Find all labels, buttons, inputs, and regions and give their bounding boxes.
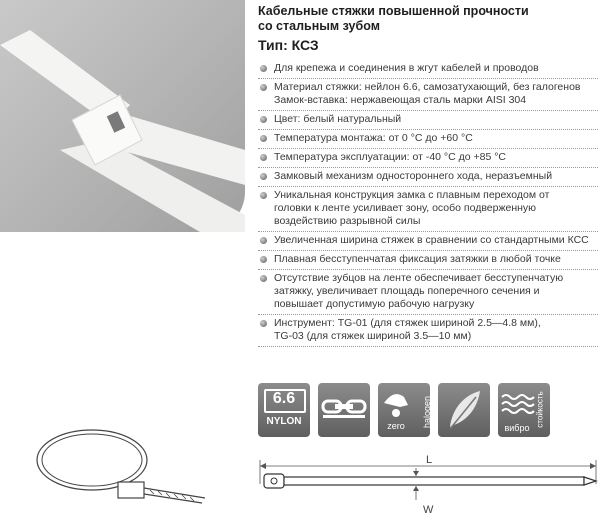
feature-text: Инструмент: TG-01 (для стяжек шириной 2.5—4.8 мм), TG-03 (для стяжек шириной 3.5—10 мм): [274, 317, 541, 342]
product-type: Тип: КСЗ: [258, 37, 319, 53]
bullet-icon: [260, 154, 267, 161]
list-item: [258, 187, 598, 232]
product-title-line2: со стальным зубом: [258, 19, 380, 33]
self-extinguishing-badge: [318, 383, 370, 437]
feature-text: Материал стяжки: нейлон 6.6, самозатухающий, без галогенов Замок-вставка: нержавеющая сталь марки AISI 304: [274, 81, 581, 106]
cable-tie-loop-icon: [30, 410, 210, 520]
bullet-icon: [260, 116, 267, 123]
width-label: W: [423, 504, 434, 516]
product-title-line1: Кабельные стяжки повышенной прочности: [258, 4, 529, 18]
list-item: [258, 270, 598, 315]
list-item: [258, 60, 598, 79]
bullet-icon: [260, 173, 267, 180]
vibro-label: вибро: [504, 423, 530, 433]
feature-text: Для крепежа и соединения в жгут кабелей и проводов: [274, 62, 539, 74]
length-label: L: [426, 454, 433, 466]
bullet-icon: [260, 135, 267, 142]
list-item: [258, 79, 598, 111]
chain-icon: [318, 383, 370, 437]
feature-list: [258, 60, 598, 347]
product-photo: [0, 0, 245, 232]
uv-resistance-badge: [438, 383, 490, 437]
bullet-icon: [260, 256, 267, 263]
bullet-icon: [260, 237, 267, 244]
list-item: [258, 168, 598, 187]
list-item: [258, 315, 598, 347]
feather-icon: [438, 383, 490, 437]
resistance-label: стойкость: [535, 391, 545, 428]
bullet-icon: [260, 84, 267, 91]
nylon-label: NYLON: [266, 416, 302, 427]
nylon-grade: 6.6: [272, 390, 296, 407]
halogen-label: halogen: [422, 395, 432, 429]
feature-text: Уникальная конструкция замка с плавным переходом от головки к ленте усиливает зону, особо подверженную воздействию разрывной силы: [274, 189, 550, 227]
vibration-resistance-badge: [498, 383, 550, 437]
feature-text: Замковый механизм одностороннего хода, неразъемный: [274, 170, 553, 182]
bullet-icon: [260, 65, 267, 72]
list-item: [258, 149, 598, 168]
feature-text: Температура монтажа: от 0 °С до +60 °С: [274, 132, 473, 144]
zero-halogen-badge: [378, 383, 430, 437]
feature-text: Отсутствие зубцов на ленте обеспечивает бесступенчатую затяжку, увеличивает площадь поперечного сечения и повышает допустимую рабочую нагрузку: [274, 272, 564, 310]
bullet-icon: [260, 320, 267, 327]
feature-text: Цвет: белый натуральный: [274, 113, 402, 125]
list-item: [258, 251, 598, 270]
bullet-icon: [260, 275, 267, 282]
list-item: [258, 111, 598, 130]
feature-text: Плавная бесступенчатая фиксация затяжки в любой точке: [274, 253, 561, 265]
product-title-block: [258, 4, 598, 53]
tie-loop-drawing: [30, 410, 210, 525]
dimension-drawing: [256, 454, 601, 525]
cable-tie-photo: [0, 0, 245, 232]
feature-text: Температура эксплуатации: от -40 °С до +85 °С: [274, 151, 507, 163]
list-item: [258, 130, 598, 149]
zero-label: zero: [387, 421, 405, 431]
feature-text: Увеличенная ширина стяжек в сравнении со стандартными КСС: [274, 234, 589, 246]
list-item: [258, 232, 598, 251]
nylon-badge: [258, 383, 310, 437]
bullet-icon: [260, 192, 267, 199]
